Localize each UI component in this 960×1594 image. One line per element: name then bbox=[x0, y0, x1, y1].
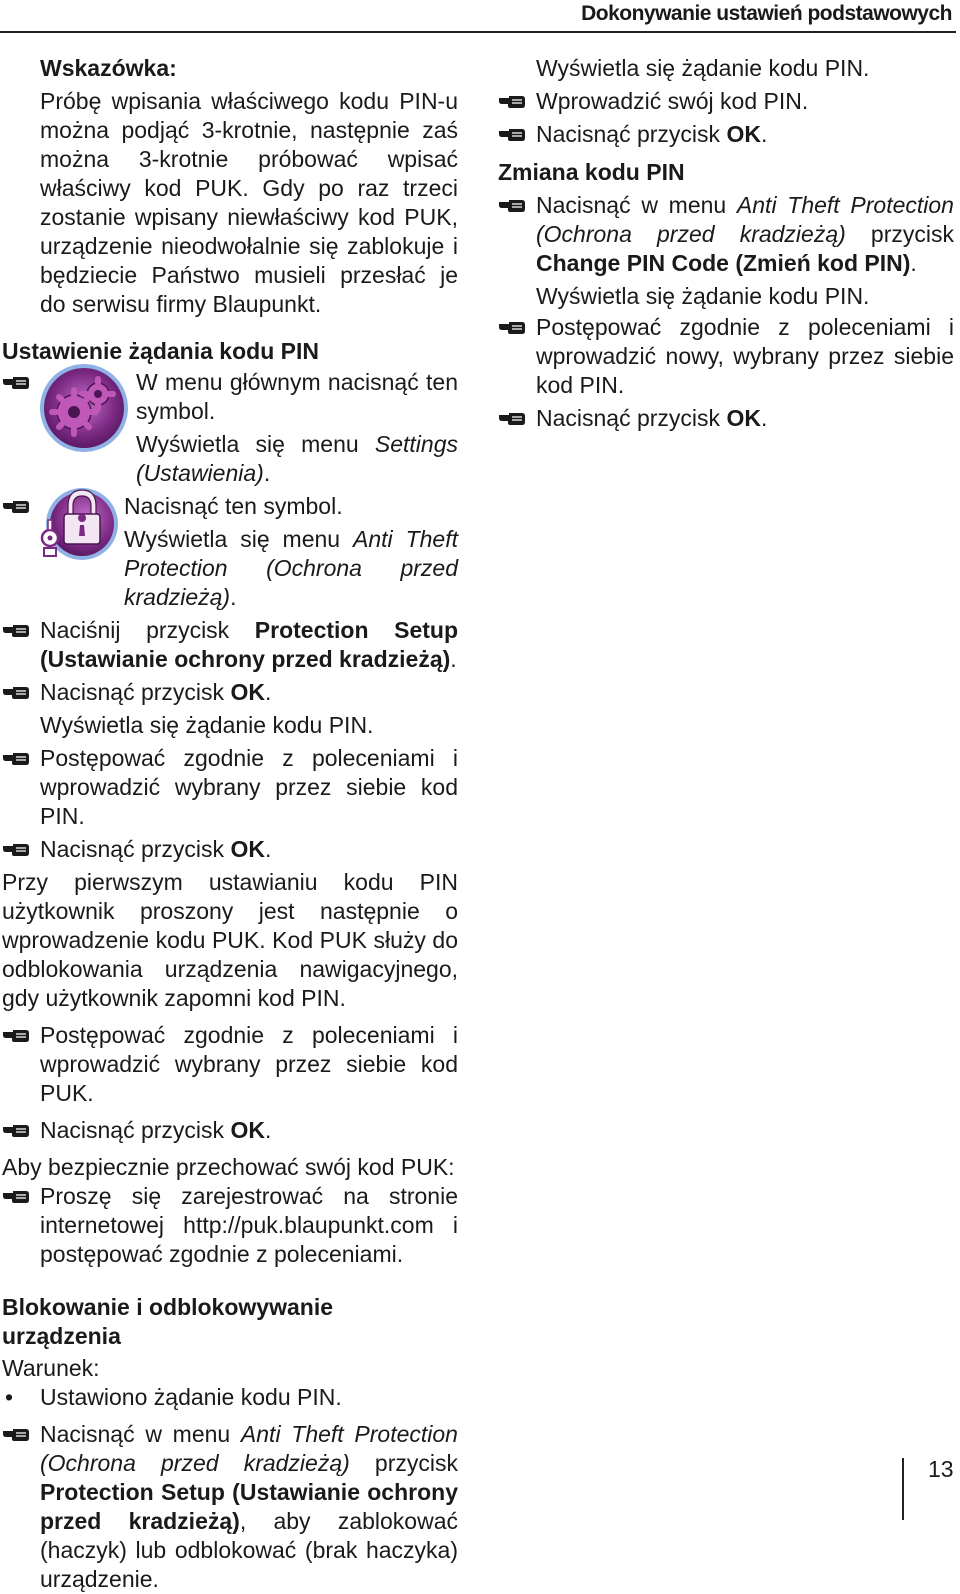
step-enter-pin bbox=[2, 744, 458, 831]
condition-label: Warunek: bbox=[2, 1355, 100, 1381]
header-title: Dokonywanie ustawień podstawowych bbox=[581, 2, 952, 25]
hand-pointer-icon bbox=[2, 752, 30, 766]
condition-item bbox=[2, 1383, 458, 1412]
pin-request-heading: Ustawienie żądania kodu PIN bbox=[2, 338, 319, 364]
tip-box bbox=[2, 54, 458, 319]
step-antitheft-text bbox=[124, 492, 458, 612]
step-protection-setup-text bbox=[40, 616, 458, 674]
r-step2-c: . bbox=[760, 121, 768, 147]
hand-pointer-icon bbox=[2, 686, 30, 700]
step-enter-pin-text: Postępować zgodnie z poleceniami i wprowadzić wybrany przez siebie kod PIN. bbox=[40, 745, 458, 829]
step-enter-puk bbox=[2, 1021, 458, 1108]
store-puk-paragraph: Aby bezpiecznie przechować swój kod PUK: bbox=[2, 1154, 455, 1180]
page-number-rule bbox=[902, 1458, 904, 1520]
hand-pointer-icon bbox=[2, 376, 30, 390]
hand-pointer-icon bbox=[2, 1190, 30, 1204]
r-step3-b: Anti Theft Protection (Ochrona przed kradzieżą) bbox=[536, 192, 954, 247]
ok-label: OK bbox=[726, 121, 761, 147]
page-header bbox=[0, 0, 956, 33]
step-settings-text bbox=[136, 368, 458, 488]
left-column bbox=[2, 54, 458, 1594]
ok-label: OK bbox=[726, 405, 761, 431]
change-pin-heading: Zmiana kodu PIN bbox=[498, 159, 685, 185]
step3-c: . bbox=[450, 646, 457, 672]
page-number: 13 bbox=[928, 1456, 954, 1482]
lock-step-a: Nacisnąć w menu bbox=[40, 1421, 241, 1447]
step-press-ok-1-result: Wyświetla się żądanie kodu PIN. bbox=[40, 712, 374, 738]
step-settings-instruction: W menu głównym nacisnąć ten symbol. bbox=[136, 369, 458, 424]
change-pin-code-label: Change PIN Code (Zmień kod PIN) bbox=[536, 250, 911, 276]
step-antitheft-result-a: Wyświetla się menu bbox=[124, 526, 354, 552]
hand-pointer-icon bbox=[498, 95, 526, 109]
step-change-pin-text bbox=[536, 191, 954, 278]
r-step2-a: Nacisnąć przycisk bbox=[536, 121, 727, 147]
r-step5-c: . bbox=[760, 405, 768, 431]
step6-c: . bbox=[264, 836, 272, 862]
step-register-text: Proszę się zarejestrować na stronie internetowej http://puk.blaupunkt.com i postępować zgodnie z poleceniami. bbox=[40, 1183, 458, 1267]
hand-pointer-icon bbox=[2, 1428, 30, 1442]
step-lock-unlock-text bbox=[40, 1420, 458, 1594]
lock-step-d: Protection Setup (Ustawianie ochrony przed kradzieżą) bbox=[40, 1479, 458, 1534]
lock-step-e: , aby zablokować (haczyk) lub odblokować (brak haczyka) urządzenie. bbox=[40, 1508, 458, 1592]
ok-label: OK bbox=[230, 836, 265, 862]
step-register bbox=[2, 1182, 458, 1269]
ok-label: OK bbox=[230, 1117, 265, 1143]
step-antitheft-result-b: Anti Theft Protection (Ochrona przed kradzieżą) bbox=[124, 526, 459, 610]
hand-pointer-icon bbox=[2, 1029, 30, 1043]
ok-label: OK bbox=[230, 679, 265, 705]
hand-pointer-icon bbox=[2, 500, 30, 514]
step6-a: Nacisnąć przycisk bbox=[40, 836, 231, 862]
step8-c: . bbox=[264, 1117, 272, 1143]
r-step3-a: Nacisnąć w menu bbox=[536, 192, 737, 218]
step-protection-setup bbox=[2, 616, 458, 674]
protection-setup-label: Protection Setup (Ustawianie ochrony przed kradzieżą) bbox=[40, 617, 458, 672]
step-press-ok-3 bbox=[2, 1116, 458, 1145]
step-antitheft-result bbox=[124, 525, 458, 612]
step-change-pin-result: Wyświetla się żądanie kodu PIN. bbox=[536, 283, 870, 309]
step-right-ok-2-text bbox=[536, 404, 954, 433]
step3-a: Naciśnij przycisk bbox=[40, 617, 255, 643]
tip-title: Wskazówka: bbox=[40, 55, 177, 81]
hand-pointer-icon bbox=[498, 321, 526, 335]
right-column bbox=[498, 54, 954, 433]
step-press-ok-2 bbox=[2, 835, 458, 864]
step-enter-own-pin-text: Wprowadzić swój kod PIN. bbox=[536, 88, 809, 114]
step-right-ok-1-text bbox=[536, 120, 954, 149]
hand-pointer-icon bbox=[2, 1124, 30, 1138]
lock-step-b: Anti Theft Protection (Ochrona przed kradzieżą) bbox=[40, 1421, 458, 1476]
step-new-pin bbox=[498, 313, 954, 400]
step-right-ok-1 bbox=[498, 120, 954, 149]
r-step3-e: . bbox=[910, 250, 917, 276]
step-antitheft-icon bbox=[2, 492, 458, 612]
hand-pointer-icon bbox=[498, 412, 526, 426]
hand-pointer-icon bbox=[2, 843, 30, 857]
settings-icon[interactable] bbox=[38, 362, 130, 461]
anti-theft-lock-icon[interactable] bbox=[38, 486, 120, 575]
step-settings-result-b: Settings (Ustawienia) bbox=[136, 431, 458, 486]
step-press-ok-1 bbox=[2, 678, 458, 707]
step-settings-result-a: Wyświetla się menu bbox=[136, 431, 375, 457]
step-enter-own-pin bbox=[498, 87, 954, 116]
step-settings-result-c: . bbox=[263, 460, 271, 486]
step4-a: Nacisnąć przycisk bbox=[40, 679, 231, 705]
step-antitheft-instruction: Nacisnąć ten symbol. bbox=[124, 493, 343, 519]
hand-pointer-icon bbox=[2, 624, 30, 638]
hand-pointer-icon bbox=[498, 199, 526, 213]
step-antitheft-result-c: . bbox=[230, 584, 237, 610]
step-enter-puk-text: Postępować zgodnie z poleceniami i wprowadzić wybrany przez siebie kod PUK. bbox=[40, 1022, 458, 1106]
puk-paragraph: Przy pierwszym ustawianiu kodu PIN użytkownik proszony jest następnie o wprowadzenie kodu PUK. Kod PUK służy do odblokowania urządzenia nawigacyjnego, gdy użytkownik zapomni kod PIN. bbox=[2, 869, 458, 1011]
step-new-pin-text: Postępować zgodnie z poleceniami i wprowadzić nowy, wybrany przez siebie kod PIN. bbox=[536, 314, 954, 398]
step-lock-unlock bbox=[2, 1420, 458, 1594]
tip-text: Próbę wpisania właściwego kodu PIN-u można podjąć 3-krotnie, następnie zaś można 3-krotnie próbować wpisać właściwy kod PUK. Gdy po raz trzeci zostanie wpisany niewłaściwy kod PUK, urządzenie nieodwołalnie się zablokuje i będziecie Państwo musieli przesłać je do serwisu firmy Blaupunkt. bbox=[40, 88, 458, 317]
step4-c: . bbox=[264, 679, 272, 705]
r-step5-a: Nacisnąć przycisk bbox=[536, 405, 727, 431]
hand-pointer-icon bbox=[498, 128, 526, 142]
step-change-pin bbox=[498, 191, 954, 278]
step-settings-result bbox=[136, 430, 458, 488]
step-press-ok-1-text bbox=[40, 678, 458, 707]
step-settings-icon bbox=[2, 368, 458, 492]
r-step3-c: przycisk bbox=[845, 221, 954, 247]
step8-a: Nacisnąć przycisk bbox=[40, 1117, 231, 1143]
bullet-dot: • bbox=[5, 1384, 14, 1410]
step-right-ok-2 bbox=[498, 404, 954, 433]
condition-item-text: Ustawiono żądanie kodu PIN. bbox=[40, 1384, 342, 1410]
lock-step-c: przycisk bbox=[349, 1450, 458, 1476]
step-press-ok-2-text bbox=[40, 835, 458, 864]
lock-heading: Blokowanie i odblokowywanie urządzenia bbox=[2, 1294, 333, 1349]
right-result-1: Wyświetla się żądanie kodu PIN. bbox=[536, 55, 870, 81]
step-press-ok-3-text bbox=[40, 1116, 458, 1145]
